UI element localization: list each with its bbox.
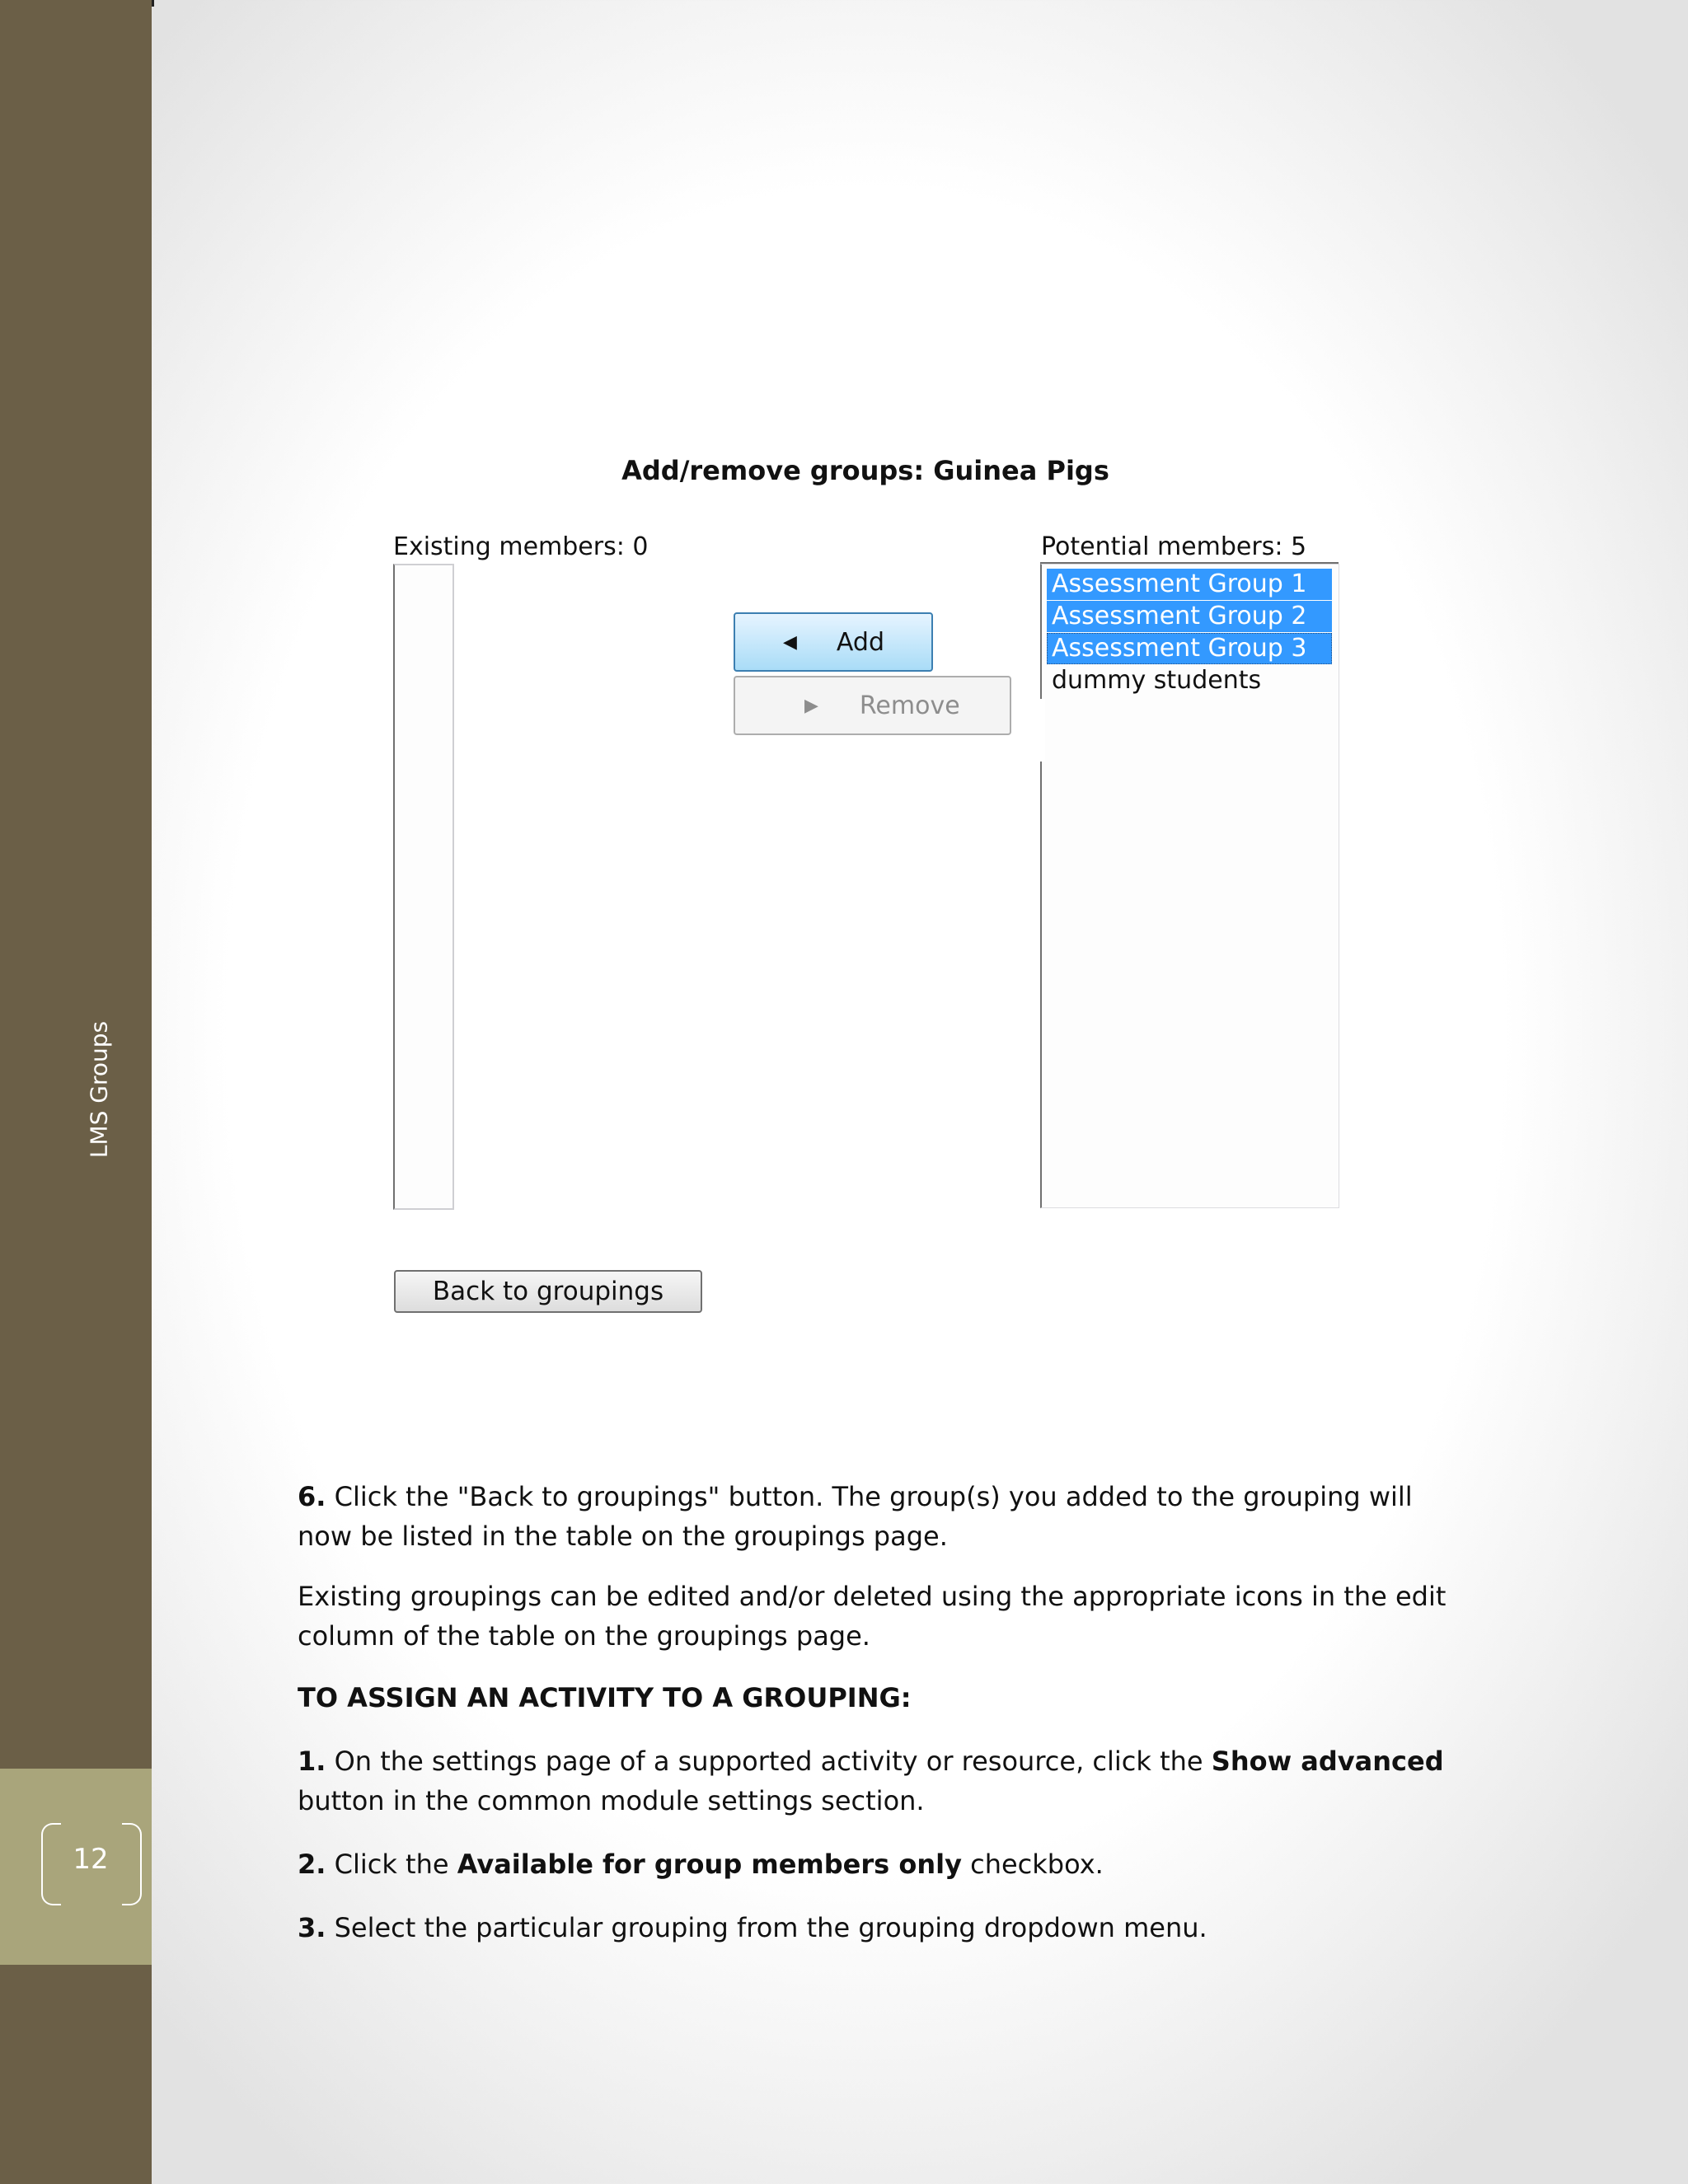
existing-groupings-paragraph: Existing groupings can be edited and/or deleted using the appropriate icons in the edit column of the table on the groupings page. — [298, 1581, 1447, 1652]
list-border-gap — [1037, 699, 1045, 762]
potential-option[interactable]: Assessment Group 2 — [1047, 601, 1332, 632]
section-title: LMS Groups — [85, 1020, 113, 1159]
step-6-paragraph — [298, 1477, 1451, 1556]
add-button-label: Add — [836, 627, 885, 657]
back-to-groupings-label: Back to groupings — [432, 1277, 664, 1306]
step-emphasis: Show advanced — [1211, 1746, 1444, 1777]
add-button[interactable] — [734, 612, 933, 672]
potential-members-label: Potential members: 5 — [1041, 532, 1307, 561]
arrow-right-icon: ▶ — [804, 695, 818, 716]
remove-button-label: Remove — [859, 691, 960, 720]
page-number: 12 — [73, 1843, 109, 1876]
remove-button[interactable] — [734, 676, 1011, 735]
step-number: 6. — [298, 1481, 326, 1512]
step-emphasis: Available for group members only — [457, 1849, 962, 1880]
corner-mark — [152, 0, 154, 7]
back-to-groupings-button[interactable] — [394, 1270, 702, 1313]
step-text: button in the common module settings section. — [298, 1785, 925, 1816]
section-heading: TO ASSIGN AN ACTIVITY TO A GROUPING: — [298, 1682, 912, 1713]
potential-option[interactable]: Assessment Group 3 — [1047, 633, 1332, 664]
potential-option[interactable]: Assessment Group 1 — [1047, 569, 1332, 600]
arrow-left-icon: ◀ — [783, 631, 797, 653]
list-border — [1040, 562, 1339, 564]
step-text: Click the "Back to groupings" button. The group(s) you added to the grouping will now be listed in the table on the groupings page. — [298, 1481, 1413, 1552]
existing-members-list[interactable] — [393, 564, 454, 1210]
existing-members-label: Existing members: 0 — [393, 532, 649, 561]
step-number: 3. — [298, 1912, 326, 1943]
step-text: Click the — [326, 1849, 457, 1880]
step-text: checkbox. — [961, 1849, 1104, 1880]
step-1-paragraph — [298, 1741, 1451, 1821]
screenshot-title: Add/remove groups: Guinea Pigs — [621, 455, 1109, 486]
step-text: Select the particular grouping from the grouping dropdown menu. — [326, 1912, 1207, 1943]
step-number: 1. — [298, 1746, 326, 1777]
step-2-paragraph — [298, 1844, 1451, 1884]
potential-option[interactable]: dummy students — [1052, 666, 1262, 695]
step-text: On the settings page of a supported activity or resource, click the — [326, 1746, 1212, 1777]
step-number: 2. — [298, 1849, 326, 1880]
step-3-paragraph — [298, 1908, 1451, 1947]
